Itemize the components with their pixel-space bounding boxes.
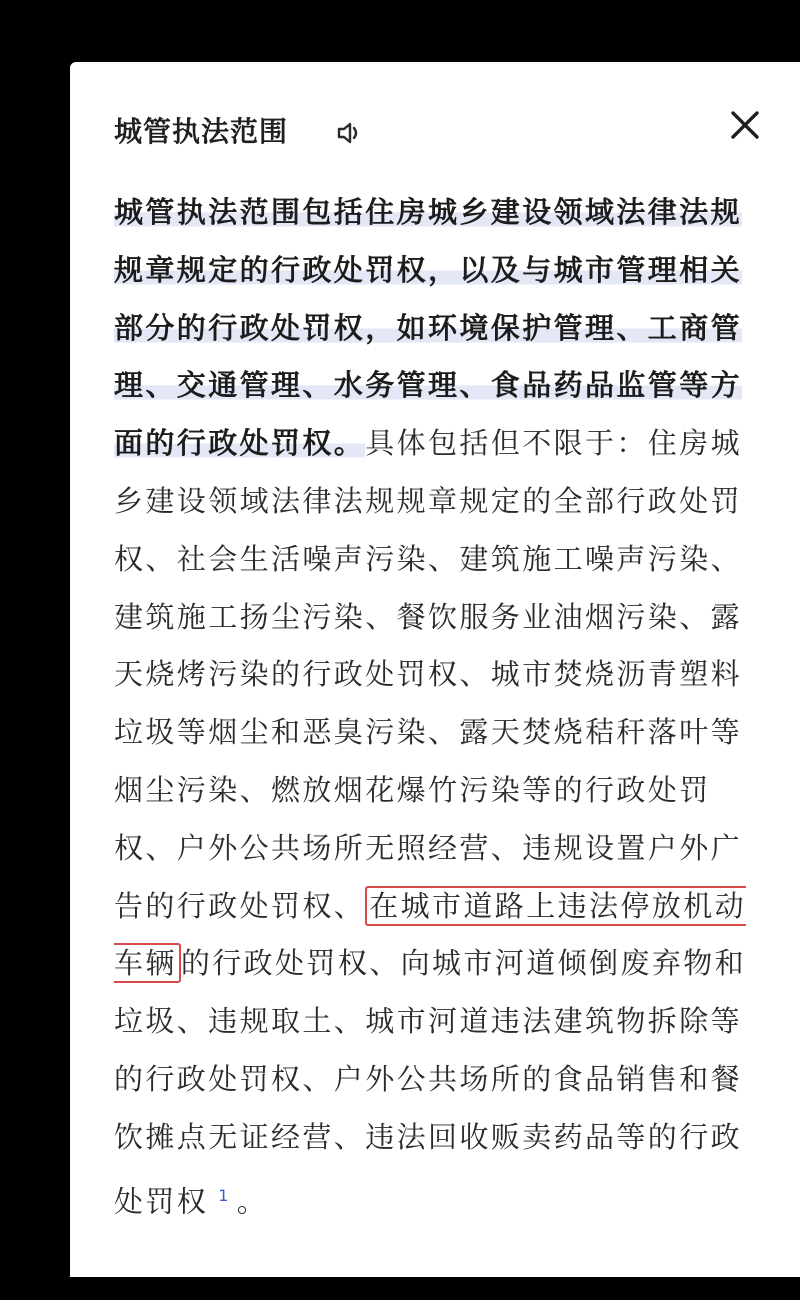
boxed-phrase: 在城市道路上违法停放机动车辆 [114,886,746,984]
info-dialog [70,62,800,1277]
dialog-body-text [114,184,766,1231]
body-text-part1: 具体包括但不限于：住房城乡建设领域法律法规规章规定的全部行政处罚权、社会生活噪声污染、建筑施工噪声污染、建筑施工扬尘污染、餐饮服务业油烟污染、露天烧烤污染的行政处罚权、城市焚烧沥青塑料垃圾等烟尘和恶臭污染、露天焚烧秸秆落叶等烟尘污染、燃放烟花爆竹污染等的行政处罚权、户外公共场所无照经营、违规设置户外广告的行政处罚权、 [114,426,743,923]
dialog-title: 城管执法范围 [114,115,289,148]
dialog-header [114,88,764,148]
citation-marker[interactable]: 1 [218,1185,231,1205]
body-text-part2: 的行政处罚权、向城市河道倾倒废弃物和垃圾、违规取土、城市河道违法建筑物拆除等的行政处罚权、户外公共场所的食品销售和餐饮摊点无证经营、违法回收贩卖药品等的行政处罚权 [114,946,747,1219]
highlighted-summary: 城管执法范围包括住房城乡建设领域法律法规规章规定的行政处罚权，以及与城市管理相关部分的行政处罚权，如环境保护管理、工商管理、交通管理、水务管理、食品药品监管等方面的行政处罚权。 [114,195,743,461]
body-text-ending: 。 [236,1184,269,1219]
close-icon[interactable] [728,108,762,142]
speaker-icon[interactable] [336,120,366,146]
